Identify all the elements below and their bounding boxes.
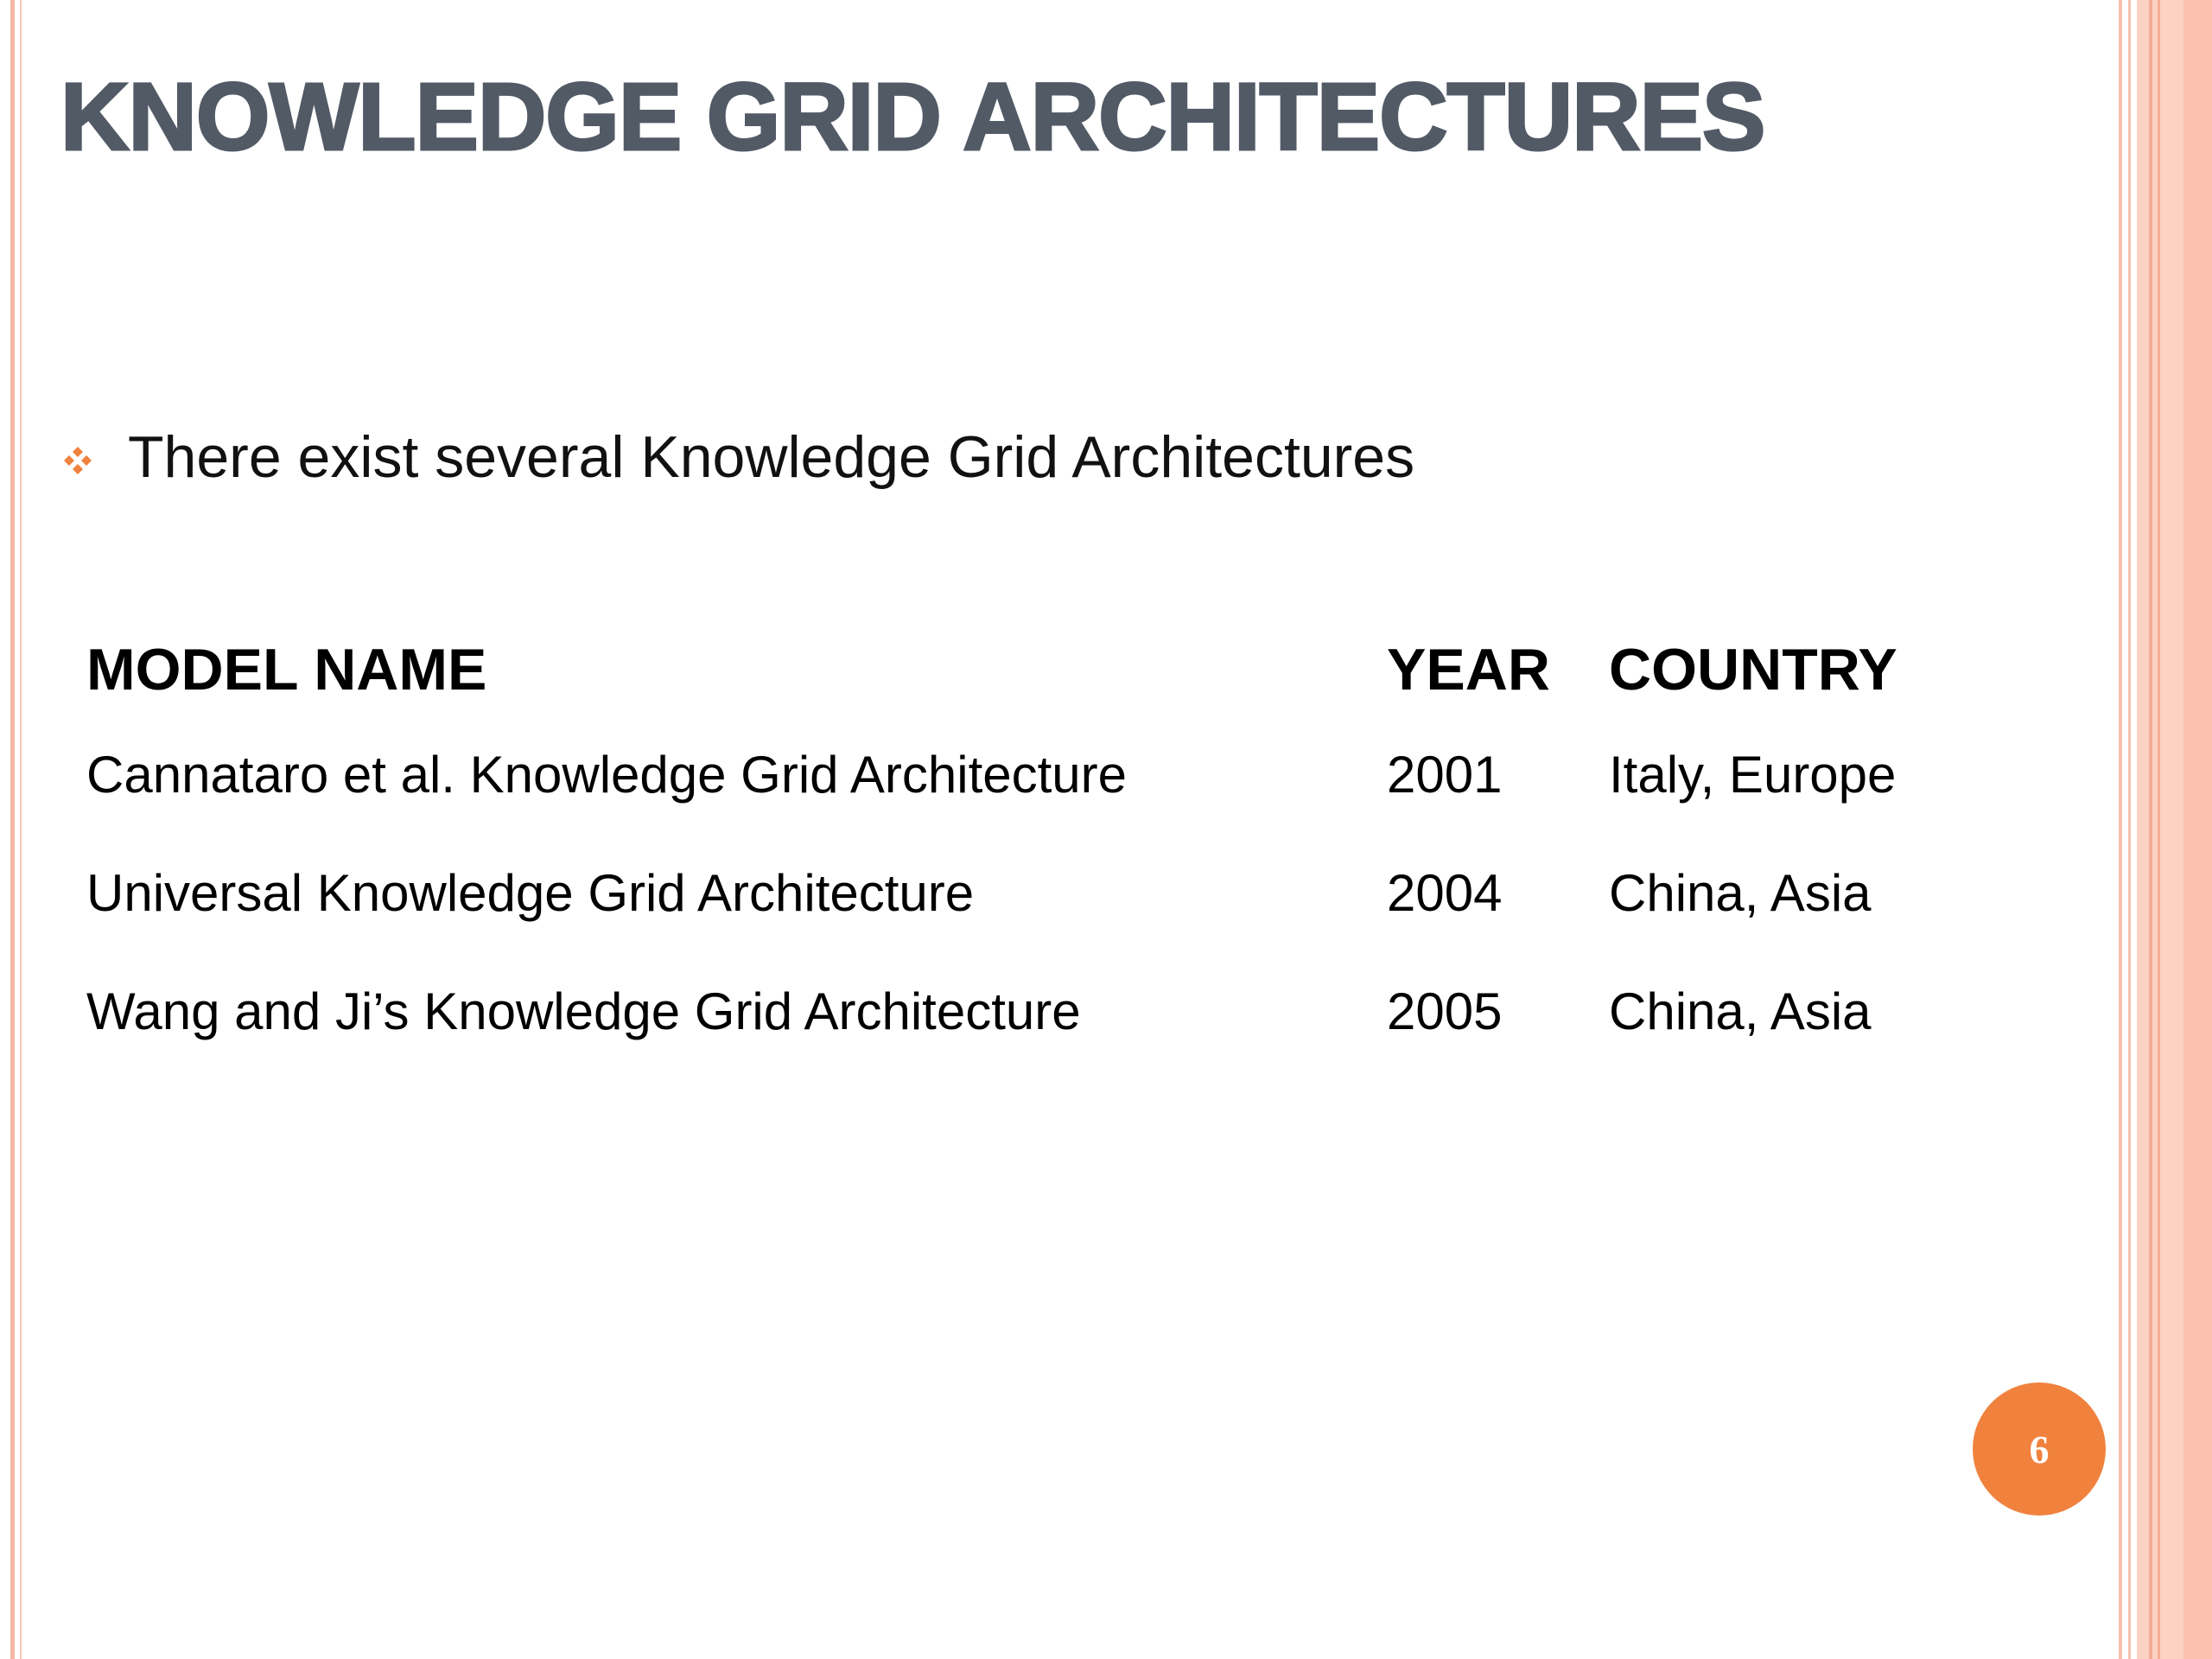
cell-model-name: Universal Knowledge Grid Architecture (86, 864, 975, 922)
right-border-band-outer (2183, 0, 2212, 1659)
cell-model-name: Cannataro et al. Knowledge Grid Architecture (86, 746, 1128, 804)
left-border-line (10, 0, 15, 1659)
right-border-stripe (2158, 0, 2160, 1659)
right-border-stripe (2119, 0, 2122, 1659)
left-border-line-inner (20, 0, 22, 1659)
bullet-item (60, 423, 1414, 491)
table-row (86, 952, 1972, 1071)
slide-title: KNOWLEDGE GRID ARCHITECTURES (60, 64, 1765, 170)
table-row (86, 834, 1972, 952)
header-model-name: MODEL NAME (86, 637, 487, 702)
cell-year: 2001 (1387, 746, 1503, 804)
right-border-stripe (2128, 0, 2131, 1659)
table-header-row (86, 624, 1972, 715)
header-year: YEAR (1387, 637, 1550, 702)
right-border-stripe (2149, 0, 2152, 1659)
diamond-cluster-bullet-icon (60, 443, 95, 478)
cell-year: 2005 (1387, 982, 1503, 1040)
architecture-table (86, 624, 1972, 1071)
cell-country: China, Asia (1609, 864, 1872, 922)
cell-country: Italy, Europe (1609, 746, 1897, 804)
page-number-badge: 6 (1973, 1382, 2106, 1516)
cell-year: 2004 (1387, 864, 1503, 922)
cell-model-name: Wang and Ji’s Knowledge Grid Architecture (86, 982, 1081, 1040)
cell-country: China, Asia (1609, 982, 1872, 1040)
table-row (86, 715, 1972, 834)
bullet-text: There exist several Knowledge Grid Architectures (128, 424, 1415, 490)
header-country: COUNTRY (1609, 637, 1897, 702)
